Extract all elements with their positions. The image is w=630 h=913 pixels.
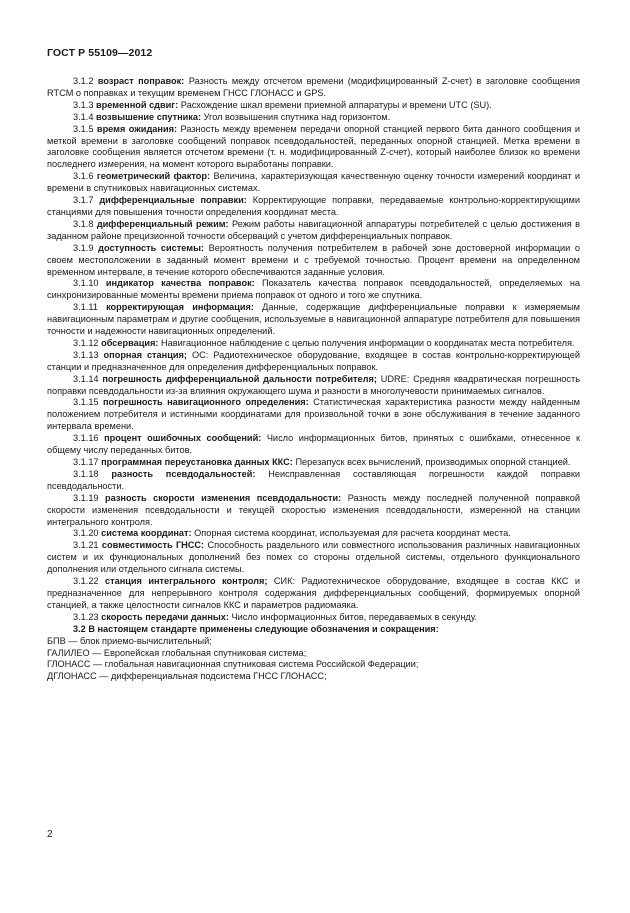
abbreviation-item: БПВ — блок приемо-вычислительный;	[47, 635, 212, 646]
document-header: ГОСТ Р 55109—2012	[47, 47, 153, 59]
term-definition: 3.1.10 индикатор качества поправок: Показатель качества поправок псевдодальностей, определяемых на синхронизированные моменты времени приема поправок от одного и того же спутника.	[47, 278, 580, 301]
term-definition: 3.1.5 время ожидания: Разность между временем передачи опорной станцией первого бита данного сообщения и меткой времени в заголовке сообщений поправок псевдодальностей, переданных опорной станцией. Метка времени в заголовке сообщения является отсчетом времени (т. н. модифицированный Z-счет), который наиболее близок ко времени последнего измерения, на момент которого выработаны поправки.	[47, 123, 580, 170]
abbreviation-item: ГАЛИЛЕО — Европейская глобальная спутниковая система;	[47, 647, 307, 658]
page-number: 2	[47, 829, 53, 840]
term-definition: 3.1.15 погрешность навигационного определения: Статистическая характеристика разности между найденным положением потребителя и истинными координатами для произвольной точки в зоне обслуживания в течение заданного интервала времени.	[47, 397, 580, 432]
term-definition: 3.1.8 дифференциальный режим: Режим работы навигационной аппаратуры потребителей с целью достижения в заданном районе прецизионной точности обсерваций с учетом дифференциальных поправок.	[47, 218, 580, 241]
abbreviation-item: ДГЛОНАСС — дифференциальная подсистема ГНСС ГЛОНАСС;	[47, 671, 327, 682]
term-definition: 3.1.7 дифференциальные поправки: Корректирующие поправки, передаваемые контрольно-корректирующими станциями для повышения точности определения координат места.	[47, 195, 581, 217]
term-definition: 3.1.9 доступность системы: Вероятность получения потребителем в рабочей зоне достоверной информации о своем местоположении в заданный момент времени и с требуемой точностью. Процент времени на определенном временном интервале, в течение которого обеспечиваются заданные условия.	[47, 242, 581, 277]
term-definition: 3.1.6 геометрический фактор: Величина, характеризующая качественную оценку точности измерений координат и времени в спутниковых навигационных системах.	[47, 171, 580, 194]
abbreviation-item: ГЛОНАСС — глобальная навигационная спутниковая система Российской Федерации;	[47, 659, 419, 670]
term-definition: 3.1.20 система координат: Опорная система координат, используемая для расчета координат места.	[73, 528, 511, 539]
term-definition: 3.1.16 процент ошибочных сообщений: Число информационных битов, принятых с ошибками, отнесенное к общему числу переданных битов.	[47, 433, 581, 456]
term-definition: 3.1.19 разность скорости изменения псевдодальности: Разность между последней полученной поправкой скорости изменения псевдодальности и текущей скоростью изменения псевдодальности, измеренной на станции интегрального контроля.	[47, 492, 580, 527]
term-definition: 3.1.14 погрешность дифференциальной дальности потребителя; UDRE: Средняя квадратическая погрешность поправки псевдодальности из-за влияния окружающего шума и разности в многолучевости принимаемых сигналов.	[47, 373, 580, 396]
term-definition: 3.1.21 совместимость ГНСС: Способность раздельного или совместного использования различных навигационных систем и их функциональных дополнений без помех со стороны отдельной системы, отдельного функционального дополнения или отдельного сигнала системы.	[47, 540, 580, 575]
document-body	[47, 76, 580, 683]
term-definition: 3.1.23 скорость передачи данных: Число информационных битов, передаваемых в секунду.	[73, 611, 477, 622]
term-definition: 3.1.17 программная переустановка данных ККС: Перезапуск всех вычислений, производимых опорной станцией.	[73, 457, 571, 467]
term-definition: 3.1.22 станция интегрального контроля; СИК: Радиотехническое оборудование, входящее в состав ККС и предназначенное для непрерывного контроля содержания дифференциальных сообщений, формируемых опорной станцией, а также целостности сигналов ККС и параметров радиомаяка.	[47, 576, 580, 610]
term-definition: 3.1.2 возраст поправок: Разность между отсчетом времени (модифицированный Z-счет) в заголовке сообщения RTCM о поправках и текущим временем ГНСС ГЛОНАСС и GPS.	[47, 76, 580, 98]
section-heading: 3.2 В настоящем стандарте применены следующие обозначения и сокращения:	[73, 623, 439, 634]
term-definition: 3.1.3 временной сдвиг: Расхождение шкал времени приемной аппаратуры и времени UTC (SU).	[73, 99, 492, 110]
term-definition: 3.1.12 обсервация: Навигационное наблюдение с целью получения информации о координатах места потребителя.	[73, 337, 575, 348]
term-definition: 3.1.13 опорная станция; ОС: Радиотехническое оборудование, входящее в состав контрольно-корректирующей станции и предназначенное для определения дифференциальных поправок.	[47, 349, 580, 372]
term-definition: 3.1.18 разность псевдодальностей: Неисправленная составляющая погрешности каждой поправки псевдодальности.	[47, 468, 581, 491]
term-definition: 3.1.11 корректирующая информация: Данные, содержащие дифференциальные поправки к измеряемым навигационным параметрам и другие сообщения, используемые в навигационной аппаратуре потребителя для повышения точности и надежности навигационных определений.	[47, 302, 580, 337]
term-definition: 3.1.4 возвышение спутника: Угол возвышения спутника над горизонтом.	[73, 111, 391, 122]
